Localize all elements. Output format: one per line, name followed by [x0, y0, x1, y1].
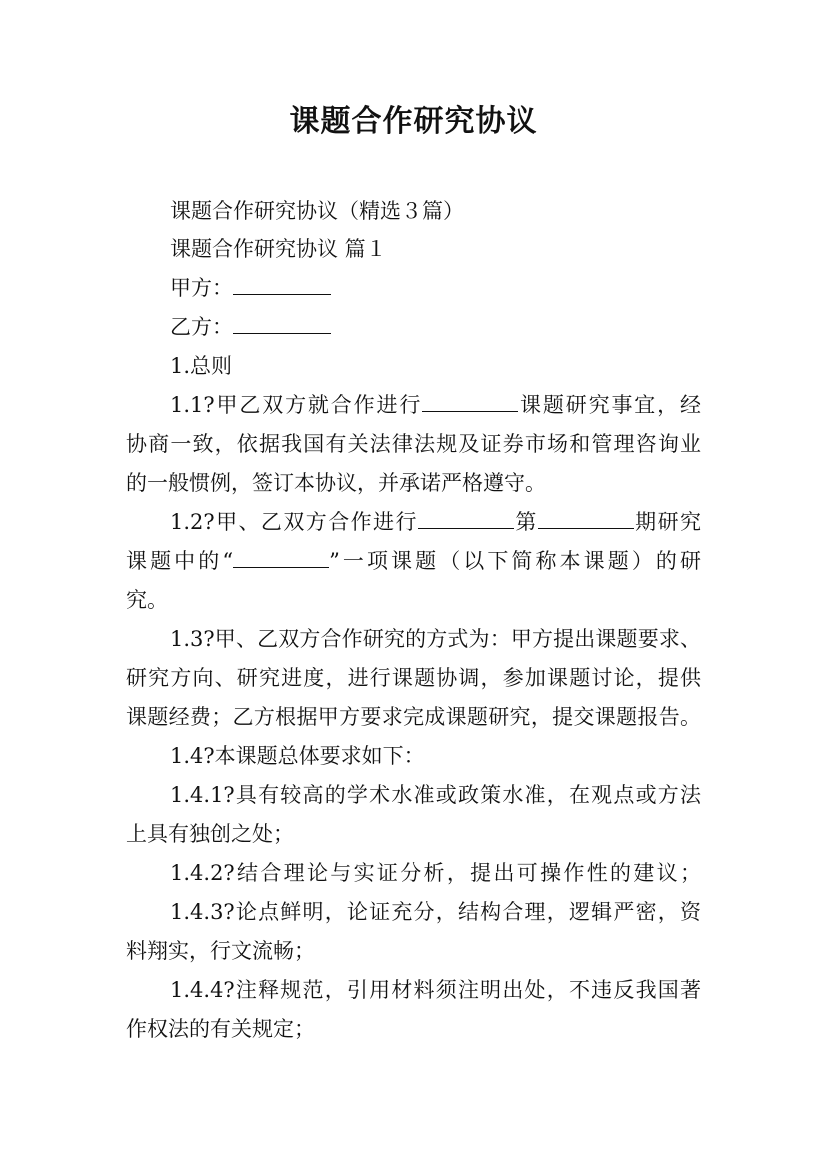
- clause-1-2-line3: 究。: [126, 588, 168, 612]
- clause-1-1-text-b: 课题研究事宜，经: [518, 393, 702, 417]
- clause-1-3-line3: 课题经费；乙方根据甲方要求完成课题研究，提交课题报告。: [126, 705, 701, 729]
- clause-1-1-line3: 的一般惯例，签订本协议，并承诺严格遵守。: [126, 471, 546, 495]
- party-b-line: [170, 312, 331, 342]
- clause-1-2-text-e: ”一项课题（以下简称本课题）的研: [329, 549, 701, 573]
- party-a-line: [170, 273, 331, 303]
- clause-1-2-blank-3: [233, 547, 329, 568]
- clause-1-3-line2: 研究方向、研究进度，进行课题协调，参加课题讨论，提供: [126, 666, 701, 690]
- clause-1-2-blank-2: [538, 508, 634, 529]
- clause-1-4-3-line2: 料翔实，行文流畅；: [126, 939, 315, 963]
- clause-1-3-line1: 1.3?甲、乙双方合作研究的方式为：甲方提出课题要求、: [170, 627, 701, 651]
- clause-1-2-line1: [170, 507, 701, 537]
- clause-1-4: 1.4?本课题总体要求如下：: [170, 744, 425, 768]
- party-a-blank: [233, 274, 331, 295]
- clause-1-2-text-d: 课题中的“: [126, 549, 234, 573]
- clause-1-4-1-line2: 上具有独创之处；: [126, 822, 294, 846]
- clause-1-4-1-line1: 1.4.1?具有较高的学术水准或政策水准，在观点或方法: [170, 783, 701, 807]
- clause-1-4-2: 1.4.2?结合理论与实证分析，提出可操作性的建议；: [170, 861, 701, 885]
- clause-1-4-4-line2: 作权法的有关规定；: [126, 1017, 315, 1041]
- clause-1-1-line2: 协商一致，依据我国有关法律法规及证券市场和管理咨询业: [126, 432, 701, 456]
- clause-1-1-text-a: 1.1?甲乙双方就合作进行: [170, 393, 423, 417]
- document-title: 课题合作研究协议: [289, 104, 538, 139]
- clause-1-1-blank: [422, 391, 518, 412]
- clause-1-2-text-a: 1.2?甲、乙双方合作进行: [170, 510, 418, 534]
- clause-1-4-3-line1: 1.4.3?论点鲜明，论证充分，结构合理，逻辑严密，资: [170, 900, 701, 924]
- clause-1-1-line1: [170, 390, 701, 420]
- party-b-label: 乙方：: [170, 315, 233, 339]
- party-a-label: 甲方：: [170, 276, 233, 300]
- clause-1-2-text-c: 期研究: [633, 510, 702, 534]
- party-b-blank: [233, 313, 331, 334]
- section-heading: 课题合作研究协议 篇１: [170, 237, 387, 261]
- clause-1-2-blank-1: [418, 508, 514, 529]
- chapter-heading: 1.总则: [170, 354, 233, 378]
- clause-1-4-4-line1: 1.4.4?注释规范，引用材料须注明出处，不违反我国著: [170, 978, 701, 1002]
- clause-1-2-text-b: 第: [513, 510, 538, 534]
- document-subtitle: 课题合作研究协议（精选３篇）: [170, 199, 464, 223]
- clause-1-2-line2: [126, 546, 701, 576]
